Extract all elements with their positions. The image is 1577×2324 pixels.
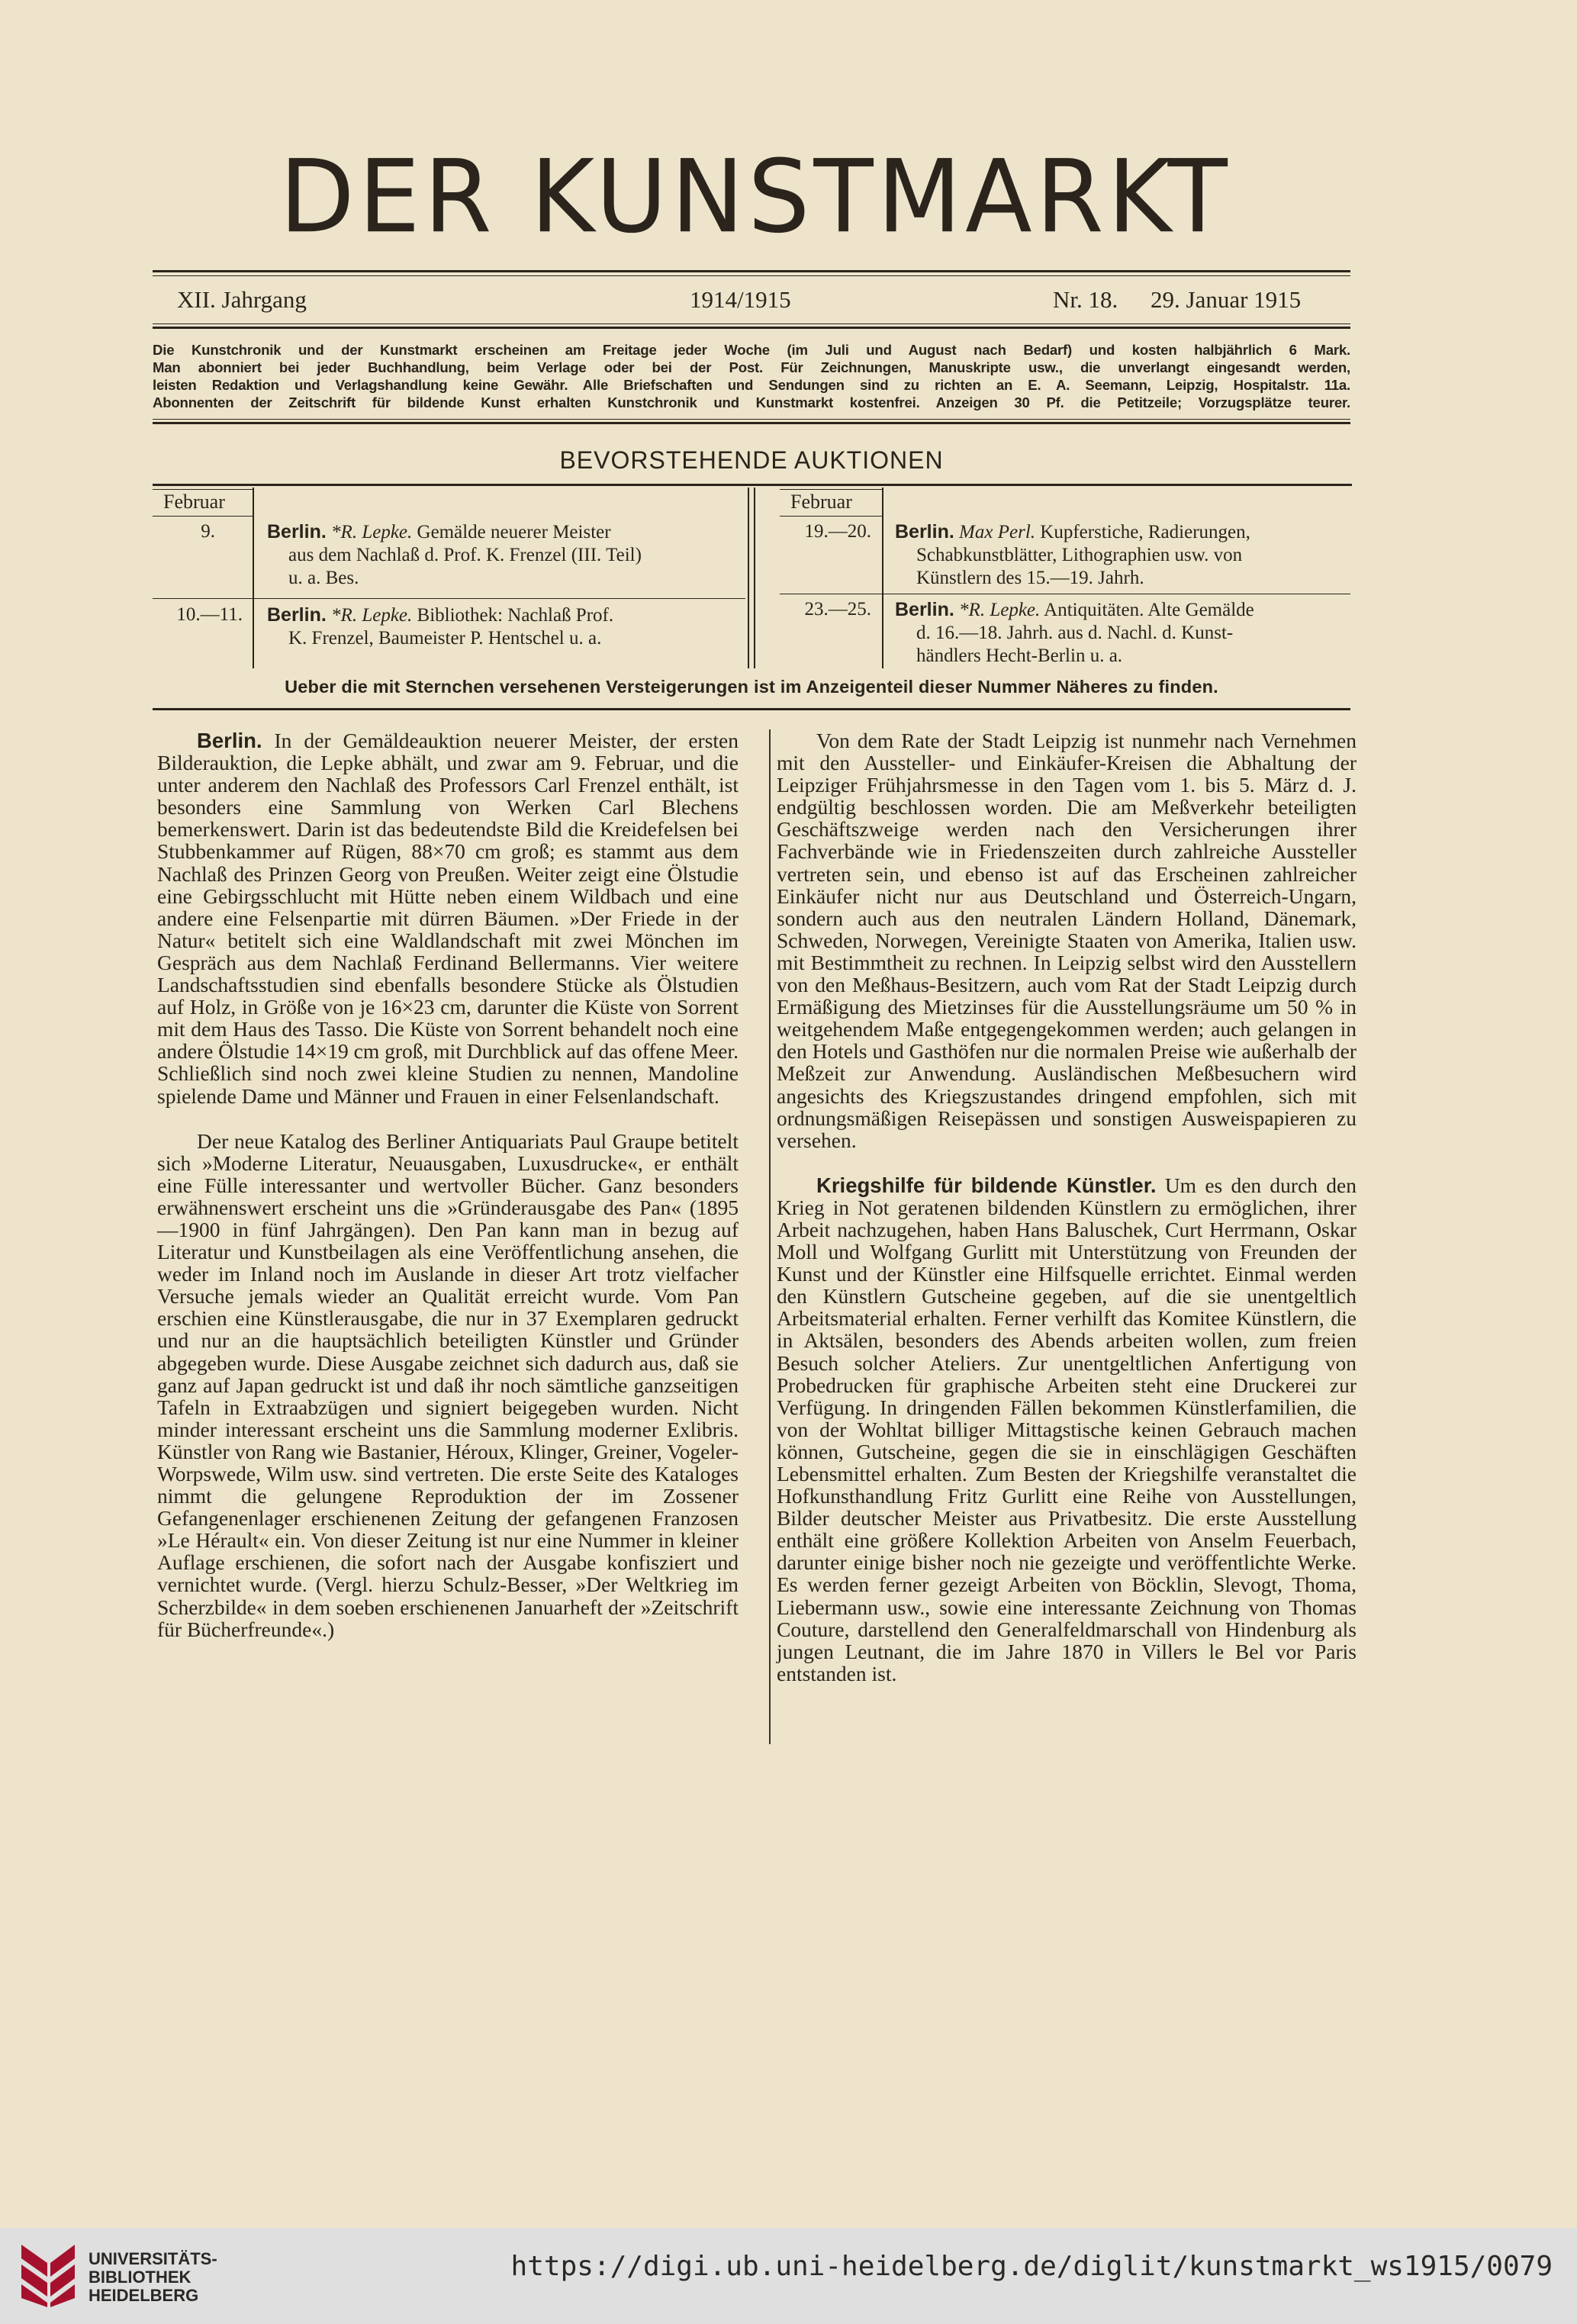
library-name	[89, 2250, 217, 2305]
issue-line	[177, 286, 1325, 321]
rule	[153, 489, 253, 490]
masthead-rule-top	[153, 270, 1350, 272]
issue-date: 29. Januar 1915	[1151, 286, 1302, 313]
auction-line: Antiquitäten. Alte Gemälde	[1044, 600, 1254, 620]
auction-city: Berlin.	[895, 521, 954, 542]
auction-entry	[267, 520, 728, 590]
notice-line: Die Kunstchronik und der Kunstmarkt erscheinen am Freitage jeder Woche (im Juli und August nach Bedarf) und kosten halbjährlich 6 Mark.	[153, 342, 1350, 358]
auction-line: Schabkunstblätter, Lithographien usw. von	[916, 545, 1243, 565]
article-kriegshilfe	[777, 1174, 1357, 1685]
left-date-divider	[253, 488, 254, 668]
issue-number: Nr. 18.	[1053, 286, 1118, 313]
auction-entry	[267, 604, 728, 650]
issue-volume: XII. Jahrgang	[177, 286, 307, 313]
notice-line: leisten Redaktion und Verlagshandlung keine Gewähr. Alle Briefschaften und Sendungen sind zu richten an E. A. Seemann, Leipzig, Hospitalstr. 11a.	[153, 377, 1350, 393]
auctions-footnote: Ueber die mit Sternchen versehenen Versteigerungen ist im Anzeigenteil dieser Nummer Näheres zu finden.	[285, 677, 1218, 697]
auctions-rule-top	[153, 484, 1352, 486]
auction-entry	[895, 598, 1351, 668]
column-divider	[769, 729, 771, 1744]
subscription-notice	[153, 341, 1350, 411]
masthead-title: DER KUNSTMARKT	[279, 138, 1231, 256]
auctions-title: BEVORSTEHENDE AUKTIONEN	[559, 446, 944, 474]
right-date-divider	[882, 488, 883, 668]
notice-line: Man abonniert bei jeder Buchhandlung, beim Verlage oder bei der Post. Für Zeichnungen, Manuskripte usw., die unverlangt eingesandt werden,	[153, 359, 1350, 375]
issue-years: 1914/1915	[690, 286, 791, 313]
notice-rule-thick	[153, 422, 1350, 424]
article-text: Von dem Rate der Stadt Leipzig ist nunmehr nach Vernehmen mit den Aussteller- und Einkäufer-Kreisen die Abhaltung der Leipziger Frühjahrsmesse in den Tagen vom 1. bis 5. März d. J. endgültig beschlossen worden. Die am Meßverkehr beteiligten Geschäftszweige werden nach den Versicherungen ihrer Fachverbände wie in Friedenszeiten durch zahlreiche Aussteller vertreten sein, und ebenso ist auf das Erscheinen zahlreicher Einkäufer nicht nur aus Deutschland und Österreich-Ungarn, sondern auch aus den neutralen Ländern Holland, Dänemark, Schweden, Norwegen, Vereinigte Staaten von Amerika, Italien usw. mit Bestimmtheit zu rechnen. In Leipzig selbst wird den Ausstellern von den Meßhaus-Besitzern, auch vom Rat der Stadt Leipzig durch Ermäßigung des Mietzinses für die Ausstellungsräume um 50 % in weitgehendem Maße entgegengekommen werden; auch gelangen in den Hotels und Gasthöfen nur die normalen Preise wie außerhalb der Meßzeit zur Anwendung. Ausländischen Meßbesuchern wird angesichts des Kriegszustandes dringend empfohlen, sich mit ordnungsmäßigen Reisepässen und sonstigen Ausweispapieren zu versehen.	[777, 729, 1357, 1152]
auction-line: Gemälde neuerer Meister	[417, 522, 611, 542]
left-column	[157, 729, 739, 1640]
auction-line: d. 16.—18. Jahrh. aus d. Nachl. d. Kunst-	[916, 623, 1234, 643]
right-column	[777, 729, 1357, 1685]
rule	[780, 489, 882, 490]
article-lead: Kriegshilfe für bildende Künstler.	[816, 1173, 1157, 1197]
auction-date: 9.	[201, 521, 215, 542]
article-text: Der neue Katalog des Berliner Antiquariats Paul Graupe betitelt sich »Moderne Literatur, Neuausgaben, Luxusdrucke«, er enthält eine Fülle interessanter und wertvoller Bücher. Ganz besonders erwähnenswert erscheint uns die »Gründerausgabe des Pan« (1895—1900 in fünf Jahrgängen). Den Pan kann man in bezug auf Literatur und Kunstbeilagen als eine Veröffentlichung ansehen, die weder im Inland noch im Auslande in dieser Art trotz vielfacher Versuche jemals wieder an Qualität erreicht wurde. Vom Pan erschien eine Künstlerausgabe, die nur in 37 Exemplaren gedruckt und nur an die hauptsächlich beteiligten Künstler und Gründer abgegeben wurde. Diese Ausgabe zeichnet sich dadurch aus, daß sie ganz auf Japan gedruckt ist und daß ihr noch sämtliche ganzseitigen Tafeln in Extraabzügen und signiert beigegeben wurden. Nicht minder interessant erscheint uns die Sammlung moderner Exlibris. Künstler von Rang wie Bastanier, Héroux, Klinger, Greiner, Vogeler-Worpswede, Wilm usw. sind vertreten. Die erste Seite des Kataloges nimmt die gelungene Reproduktion der im Zossener Gefangenenlager erschienenen Zeitung der gefangenen Franzosen »Le Hérault« ein. Von dieser Zeitung ist nur eine Nummer in kleiner Auflage erschienen, die sofort nach der Ausgabe konfisziert und vernichtet wurde. (Vergl. hierzu Schulz-Besser, »Der Weltkrieg im Scherzbilde« in dem soeben erschienenen Januarheft der »Zeitschrift für Bücherfreunde«.)	[157, 1128, 739, 1641]
library-line: BIBLIOTHEK	[89, 2268, 191, 2287]
auction-line: Bibliothek: Nachlaß Prof.	[417, 605, 614, 626]
spacer	[777, 1151, 1357, 1174]
issue-rule-thick	[153, 327, 1350, 329]
center-divider	[754, 488, 755, 668]
auctions-table	[153, 484, 1352, 684]
auction-date: 23.—25.	[804, 599, 871, 620]
auction-city: Berlin.	[267, 604, 327, 626]
spacer	[157, 1107, 739, 1130]
rule	[780, 516, 882, 517]
auction-house: *R. Lepke.	[331, 605, 413, 626]
auction-entry	[895, 520, 1351, 590]
auction-line: u. a. Bes.	[288, 568, 359, 588]
article-text: Um es den durch den Krieg in Not geratenen bildenden Künstlern zu ermöglichen, ihrer Arbeit nachzugehen, haben Hans Baluschek, Curt Herrmann, Oskar Moll und Wolfgang Gurlitt mit Unterstützung von Freunden der Kunst und der Künstler eine Hilfsquelle errichtet. Einmal werden den Künstlern Gutscheine gegeben, auf die sie unentgeltlich Arbeitsmaterial erhalten. Ferner verhilft das Komitee Künstlern, die in Aktsälen, besonders des Abends arbeiten wollen, zum freien Besuch solcher Ateliers. Zur unentgeltlichen Anfertigung von Probedrucken für graphische Arbeiten steht eine Druckerei zur Verfügung. In dringenden Fällen bekommen Künstlerfamilien, die von der Wohltat billiger Mittagstische keinen Gebrauch machen können, Gutscheine, gegen die sie in einschlägigen Geschäften Lebensmittel erhalten. Zum Besten der Kriegshilfe veranstaltet die Hofkunsthandlung Fritz Gurlitt eine Reihe von Ausstellungen, Bilder deutscher Meister aus Privatbesitz. Die erste Ausstellung enthält eine größere Kollektion Arbeiten von Anselm Feuerbach, darunter einige bisher noch nie gezeigte und veröffentlichte Werke. Es werden ferner gezeigt Arbeiten von Böcklin, Slevogt, Thoma, Liebermann usw., sowie eine interessante Zeichnung von Thomas Couture, darstellend den Generalfeldmarschall von Hindenburg als jungen Leutnant, die im Jahre 1870 in Villers le Bel vor Paris entstanden ist.	[777, 1173, 1357, 1685]
center-divider	[748, 488, 749, 668]
auction-line: Kupferstiche, Radierungen,	[1040, 522, 1250, 542]
library-line[interactable]: HEIDELBERG	[89, 2286, 199, 2305]
left-month: Februar	[163, 491, 225, 513]
auctions-rule-bottom	[153, 708, 1350, 710]
auction-city: Berlin.	[267, 521, 327, 542]
library-logo-icon	[17, 2240, 79, 2310]
auction-line: händlers Hecht-Berlin u. a.	[916, 645, 1123, 666]
rule	[153, 598, 745, 599]
auction-date: 10.—11.	[176, 604, 243, 625]
auction-line: Künstlern des 15.—19. Jahrh.	[916, 568, 1144, 588]
auction-line: K. Frenzel, Baumeister P. Hentschel u. a.	[288, 628, 602, 649]
auction-date: 19.—20.	[804, 521, 871, 542]
rule	[153, 516, 253, 517]
article-leipzig-messe	[777, 729, 1357, 1151]
article-text: In der Gemäldeauktion neuerer Meister, der ersten Bilderauktion, die Lepke abhält, und zwar am 9. Februar, und die unter anderem den Nachlaß des Professors Carl Frenzel enthält, ist besonders eine Sammlung von Werken Carl Blechens bemerkenswert. Darin ist das bedeutendste Bild die Kreidefelsen bei Stubbenkammer auf Rügen, 88×70 cm groß; es stammt aus dem Nachlaß des Prinzen Georg von Preußen. Weiter zeigt eine Ölstudie eine Gebirgsschlucht mit Hütte neben einem Wildbach und eine andere eine Felsenpartie mit dürren Bäumen. »Der Friede in der Natur« betitelt sich eine Waldlandschaft mit zwei Mönchen im Gespräch aus dem Nachlaß Ferdinand Bellermanns. Vier weitere Landschaftsstudien sind ebenfalls besondere Stücke als Ölstudien auf Holz, in Größe von je 16×23 cm, darunter die Küste von Sorrent mit dem Haus des Tasso. Die Küste von Sorrent behandelt noch eine andere Ölstudie 14×19 cm groß, mit Durchblick auf das offene Meer. Schließlich sind noch zwei kleine Studien zu nennen, Mandoline spielende Dame und Männer und Frauen in einer Felsenlandschaft.	[157, 729, 739, 1108]
masthead-rule-thin	[153, 275, 1350, 276]
article-lead: Berlin.	[197, 729, 262, 752]
auction-house: Max Perl.	[959, 522, 1036, 542]
article-berlin	[157, 729, 739, 1107]
notice-rule-thin	[153, 419, 1350, 420]
auction-house: *R. Lepke.	[959, 600, 1041, 620]
notice-line: Abonnenten der Zeitschrift für bildende Kunst erhalten Kunstchronik und Kunstmarkt kostenfrei. Anzeigen 30 Pf. die Petitzeile; Vorzugsplätze teurer.	[153, 394, 1350, 410]
right-month: Februar	[790, 491, 852, 513]
auction-city: Berlin.	[895, 599, 954, 620]
library-line: UNIVERSITÄTS-	[89, 2249, 217, 2268]
article-graupe-catalog	[157, 1130, 739, 1640]
auction-line: aus dem Nachlaß d. Prof. K. Frenzel (III. Teil)	[288, 545, 642, 565]
issue-rule-thin	[153, 323, 1350, 324]
source-url-link[interactable]: https://digi.ub.uni-heidelberg.de/diglit/kunstmarkt_ws1915/0079	[510, 2251, 1553, 2282]
auction-house: *R. Lepke.	[331, 522, 413, 542]
